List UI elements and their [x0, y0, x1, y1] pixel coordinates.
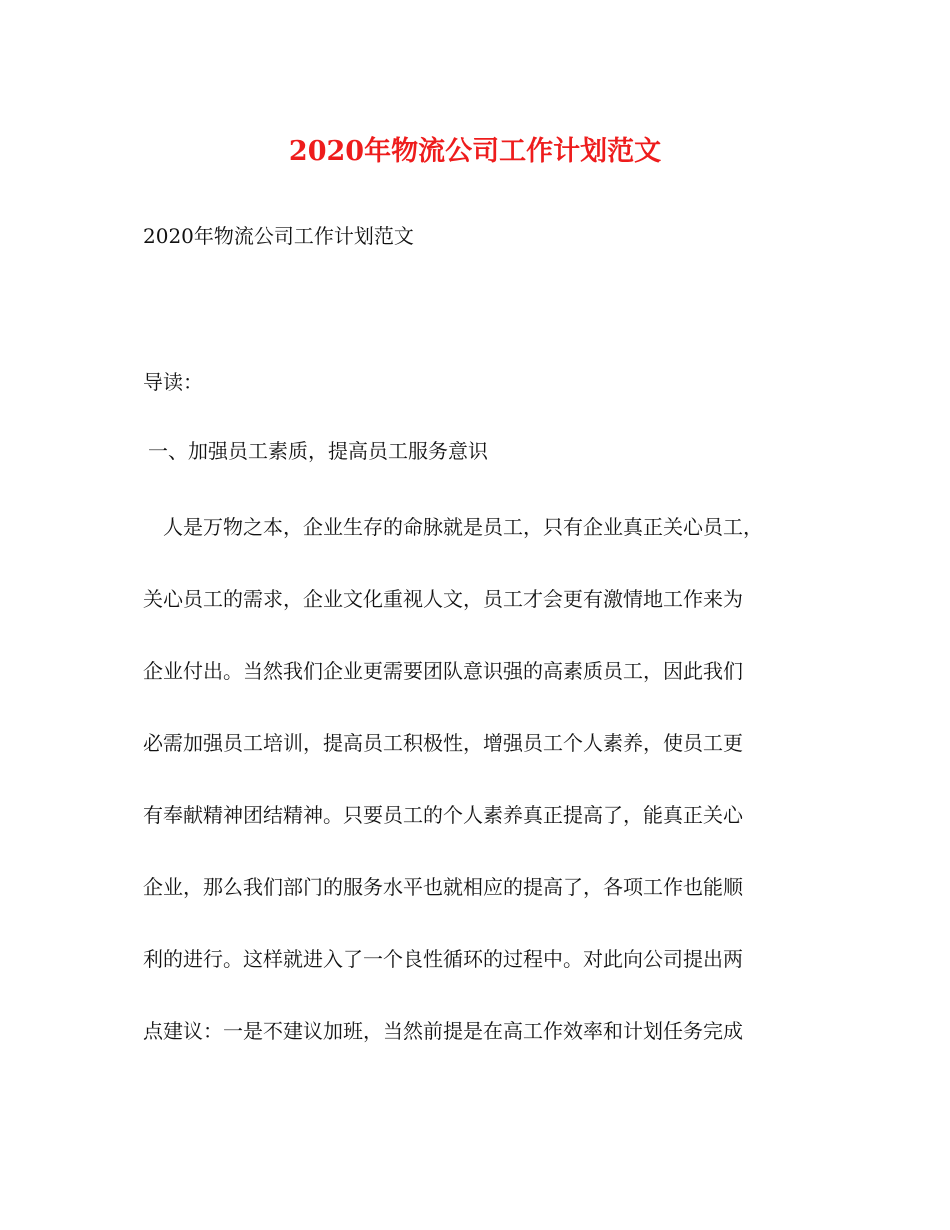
paragraph-line: 点建议：一是不建议加班，当然前提是在高工作效率和计划任务完成: [143, 1019, 743, 1043]
paragraph-line: 利的进行。这样就进入了一个良性循环的过程中。对此向公司提出两: [143, 947, 743, 971]
paragraph-line: 企业，那么我们部门的服务水平也就相应的提高了，各项工作也能顺: [143, 875, 743, 899]
paragraph-line: 有奉献精神团结精神。只要员工的个人素养真正提高了，能真正关心: [143, 803, 743, 827]
paragraph-line: 关心员工的需求，企业文化重视人文，员工才会更有激情地工作来为: [143, 587, 743, 611]
document-title: 2020年物流公司工作计划范文: [288, 136, 662, 167]
paragraph-line: 人是万物之本，企业生存的命脉就是员工，只有企业真正关心员工，: [163, 515, 763, 539]
section-heading: 一、加强员工素质，提高员工服务意识: [148, 439, 488, 463]
lead-label: 导读：: [143, 370, 203, 394]
paragraph-line: 企业付出。当然我们企业更需要团队意识强的高素质员工，因此我们: [143, 659, 743, 683]
paragraph-line: 必需加强员工培训，提高员工积极性，增强员工个人素养，使员工更: [143, 731, 743, 755]
document-subtitle: 2020年物流公司工作计划范文: [143, 224, 414, 248]
